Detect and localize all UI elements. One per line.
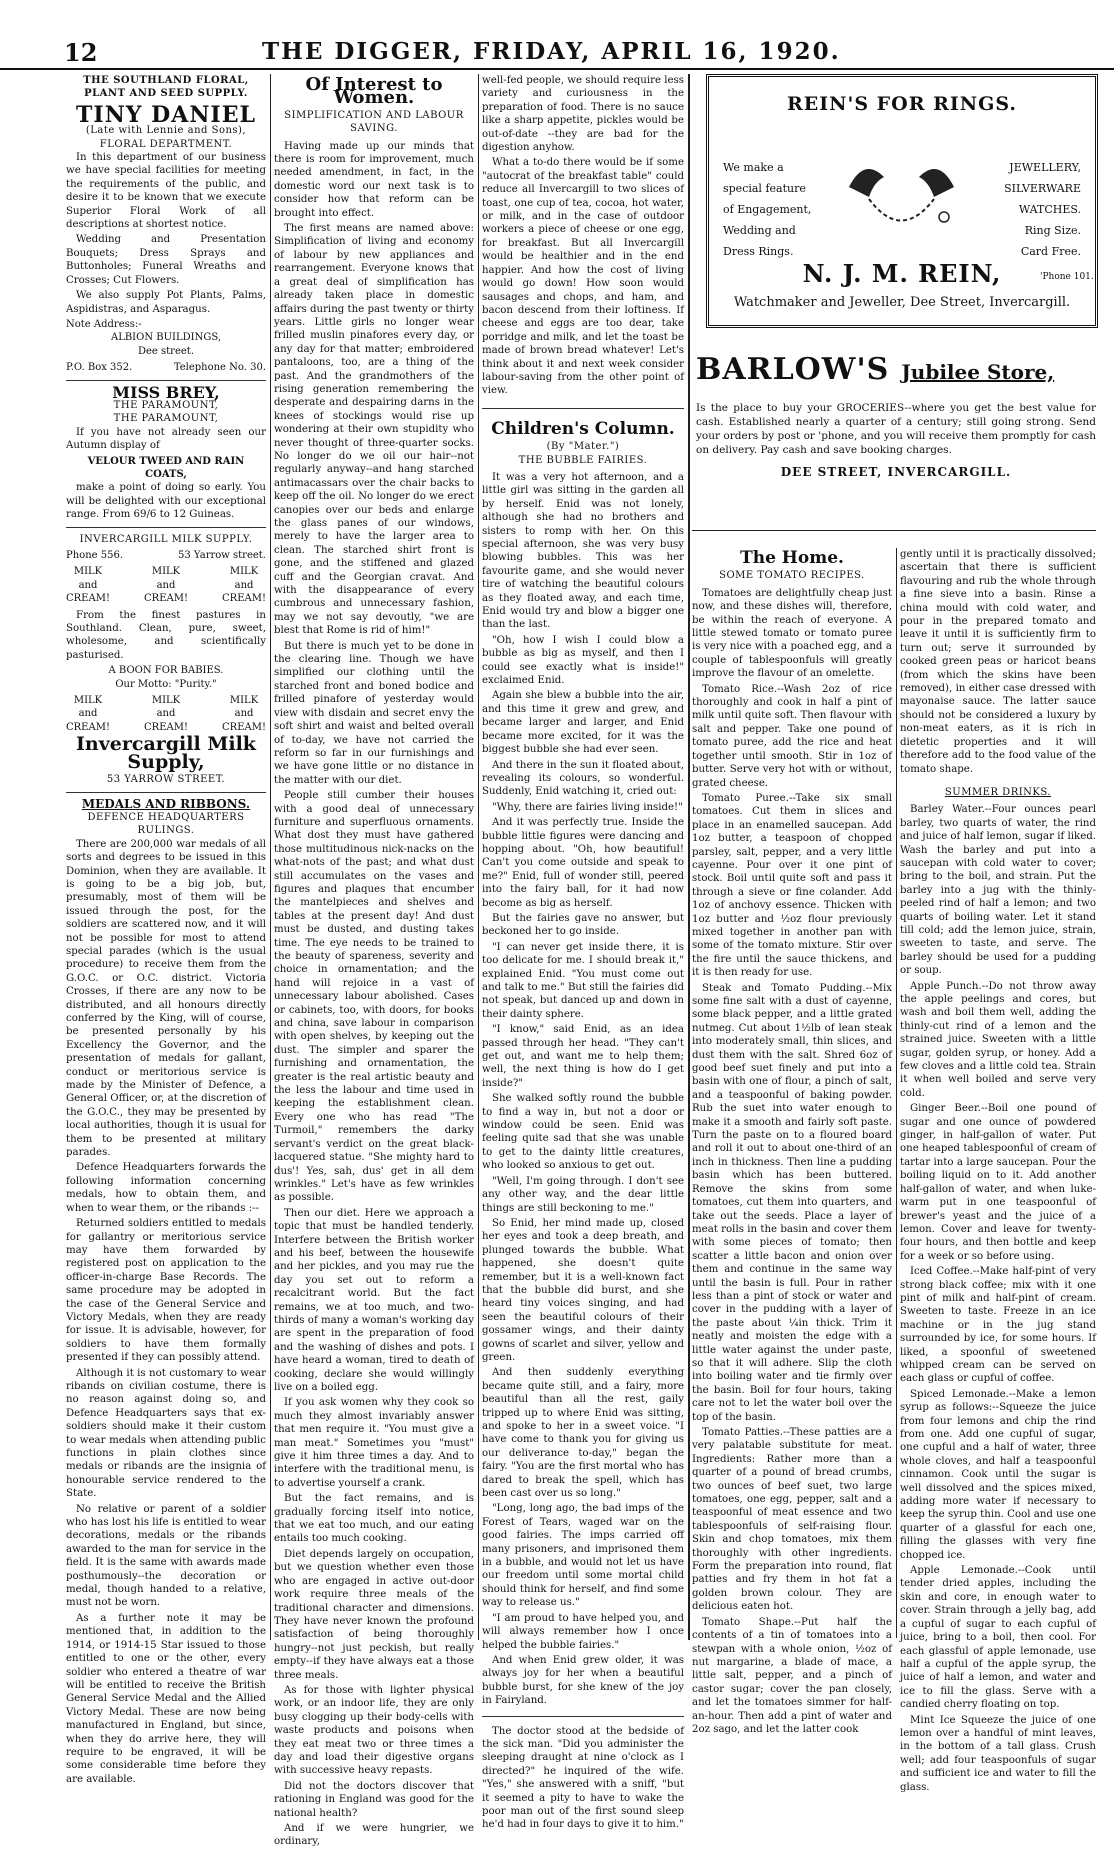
- reins-left-line: special feature: [723, 182, 806, 195]
- women-para: The first means are named above: Simplification of living and economy of labour by new appliances and rearrangement. Everyone knows that a great deal of simplification has already taken place in domestic affairs during the past twenty or thirty years. Little girls no longer wear frilled muslin pinafores every day, or any day for that matter; embroidered pantaloons, too, are a thing of the past. And the grandmothers of the rising generation remembering the desperate and despairing darns in the knees of stockings would rise up wondering at their own stupidity who never thought of three-quarter socks. No longer do we oil our hair--not regularly anyway--and hang starched antimacassars over the chair backs to keep off the oil. No longer do we erect canopies over our beds and enlarge the glass panes of our windows, merely to have the larger area to clean. The starched shirt front is gone, and the stiffened and glazed cuff and the Georgian cravat. And with the disappearance of every cumbrous and unnecessary fashion, may we not say devoutly, "we are blest that Rome is rid of him!": [274, 223, 474, 637]
- women-para: But there is much yet to be done in the clearing line. Though we have simplified our clothing until the starched front and boned bodice and frilled pinafore of yesterday would view with disdain and secret envy the soft shirt and waist and belted overall of to-day, we have not carried the reform so far in our furnishings and we have gone little or no distance in the matter with our diet.: [274, 640, 474, 786]
- milk-and: and: [234, 579, 254, 591]
- milk-cream: CREAM!: [66, 593, 110, 605]
- children-para: And when Enid grew older, it was always joy for her when a beautiful bubble burst, for she knew of the joy in Fairyland.: [482, 1654, 684, 1707]
- column-6: [900, 548, 1096, 1793]
- brey-body2: make a point of doing so early. You will be delighted with our exceptional range. From 69/6 to 12 Guineas.: [66, 482, 266, 521]
- southland-tel: Telephone No. 30.: [173, 362, 266, 374]
- sick-man-anecdote: The doctor stood at the bedside of the sick man. "Did you administer the sleeping draught at nine o'clock as I directed?" he inquired of the wife. "Yes," she answered with a sniff, "but it seemed a pity to have to wake the poor man out of the first sound sleep he'd had in four days to give it to him.": [482, 1725, 684, 1831]
- medals-title: MEDALS AND RIBBONS.: [81, 796, 251, 811]
- southland-also: We also supply Pot Plants, Palms, Aspidistras, and Asparagus.: [66, 290, 266, 315]
- drinks-para: Iced Coffee.--Make half-pint of very strong black coffee; mix with it one pint of milk and half-pint of cream. Sweeten to taste. Freeze in an ice machine or in the jug stand surrounded by ice, for some hours. If liked, a spoonful of sweetened whipped cream can be served on each glass or cupful of coffee.: [900, 1266, 1096, 1385]
- children-sub: THE BUBBLE FAIRIES.: [518, 454, 648, 466]
- women-para: If you ask women why they cook so much they almost invariably answer that men require it. "You must give a man meat." Sometimes you "must" give it him three times a day. And to interfere with the traditional menu, is to advertise yourself a crank.: [274, 1397, 474, 1489]
- children-para: "Long, long ago, the bad imps of the Forest of Tears, waged war on the good fairies. The imps carried off many prisoners, and imprisoned them in a bubble, and would not let us have our freedom until some mortal child should think for herself, and find some way to release us.": [482, 1503, 684, 1609]
- milk-cream: CREAM!: [222, 721, 266, 733]
- swallow-left-icon: [849, 169, 884, 197]
- reins-right-line: JEWELLERY,: [1009, 161, 1081, 174]
- reins-right-line: WATCHES.: [1018, 203, 1081, 216]
- southland-title: THE SOUTHLAND FLORAL, PLANT AND SEED SUPPLY.: [83, 75, 249, 100]
- milk-phone: Phone 556.: [66, 550, 123, 561]
- southland-sub2: FLORAL DEPARTMENT.: [99, 138, 233, 150]
- brey-sub2: THE PARAMOUNT,: [113, 413, 219, 425]
- drinks-para: Spiced Lemonade.--Make a lemon syrup as follows:--Squeeze the juice from four lemons and chip the rind from one. Add one cupful of sugar, one cupful and a half of water, three whole cloves, and half a teaspoonful cinnamon. Cook until the sugar is well dissolved and the spices mixed, adding more water if necessary to keep the syrup thin. Cool and use one quarter of a glassful for each one, filling the glasses with very fine chopped ice.: [900, 1388, 1096, 1561]
- medals-sub2: RULINGS.: [137, 825, 195, 837]
- southland-sub1: (Late with Lennie and Sons),: [85, 125, 247, 137]
- drinks-para: Apple Lemonade.--Cook until tender dried apples, including the skin and core, in enough water to cover. Strain through a jelly bag, add a cupful of sugar to each cupful of juice, bring to a boil, then cool. For each glassful of apple lemonade, use half a cupful of the apple syrup, the juice of half a lemon, and water and ice to fill the glass. Serve with a candied cherry floating on top.: [900, 1565, 1096, 1711]
- reins-left-line: Wedding and: [723, 224, 796, 237]
- chain-icon: [869, 199, 934, 221]
- women-sub2: SAVING.: [350, 123, 398, 135]
- drinks-para: Apple Punch.--Do not throw away the apple peelings and cores, but wash and boil them well, adding the thinly-cut rind of a lemon and the strained juice. Sweeten with a little sugar, golden syrup, or honey. Add a few cloves and a little cold tea. Strain it when well boiled and serve very cold.: [900, 980, 1096, 1099]
- milk-and: and: [156, 579, 176, 591]
- milk-big-title-1: Invercargill Milk: [76, 733, 256, 756]
- tiny-daniel-name: TINY DANIEL: [76, 101, 256, 128]
- reins-left-line: We make a: [723, 161, 784, 174]
- women-para: Having made up our minds that there is room for improvement, much needed amendment, in fact, in the domestic word our next task is to consider how that reform can be brought into effect.: [274, 140, 474, 219]
- children-para: And then suddenly everything became quite still, and a fairy, more beautiful than all the rest, gaily tripped up to where Enid was sitting, and spoke to her in a sweet voice. "I have come to thank you for giving us our deliverance to-day," began the fairy. "You are the first mortal who has dared to break the spell, which has been cast over us so long.": [482, 1367, 684, 1500]
- medals-para: No relative or parent of a soldier who has lost his life is entitled to wear decorations, medals or the ribands awarded to the man for service in the field. It is the same with awards made posthumously--the decoration or medal, though handed to a relative, must not be worn.: [66, 1503, 266, 1609]
- drinks-para: Barley Water.--Four ounces pearl barley, two quarts of water, the rind and juice of half lemon, sugar if liked. Wash the barley and put into a saucepan with cold water to cover; bring to the boil, and strain. Put the barley into a jug with the thinly-peeled rind of half a lemon; and two quarts of boiling water. Let it stand till cold; add the lemon juice, strain, sweeten to taste, and serve. The barley should be used for a pudding or soup.: [900, 804, 1096, 977]
- tomato-shape-continued: gently until it is practically dissolved; ascertain that there is sufficient flavouring and rub the whole through a fine sieve into a basin. Rinse a china mould with cold water, and pour in the prepared tomato and leave it until it is sufficiently firm to turn out; serve it surrounded by cooked green peas or haricot beans (from which the skins have been removed), in either case dressed with mayonaise sauce. The latter sauce should not be considered a luxury by non-meat eaters, as it is rich in dietetic properties and it will therefore add to the food value of the tomato shape.: [900, 549, 1096, 775]
- children-para: "I am proud to have helped you, and will always remember how I once helped the bubble fairies.": [482, 1612, 684, 1651]
- children-para: She walked softly round the bubble to find a way in, but not a door or window could be seen. Enid was feeling quite sad that she was unable to get to the dainty little creatures, who looked so anxious to get out.: [482, 1093, 684, 1172]
- women-continued: well-fed people, we should require less variety and curiousness in the preparation of food. There is no sauce like a sharp appetite, pickles would be out-of-date --they are bad for the digestion anyhow.: [482, 75, 684, 154]
- reins-rings-ad: [706, 74, 1098, 328]
- home-para: Steak and Tomato Pudding.--Mix some fine salt with a dust of cayenne, some black pepper, and a little grated nutmeg. Cut about 1½lb of lean steak into moderately small, thin slices, and dust them with the salt. Shred 6oz of good beef suet finely and put into a basin with one of flour, a pinch of salt, and a teaspoonful of baking powder. Rub the suet into water enough to make it a smooth and fairly soft paste. Turn the paste on to a floured board and roll it out to about one-third of an inch in thickness. Then line a pudding basin which has been buttered. Remove the skins from some tomatoes, cut them into quarters, and take out the seeds. Place a layer of meat rolls in the basin and cover them with some pieces of tomato; then scatter a little bacon and onion over them and continue in the same way until the basin is full. Pour in rather less than a pint of stock or water and cover in the pudding with a layer of the paste about ¼in thick. Trim it neatly and moisten the edge with a little water against the under paste, so that it will adhere. Slip the cloth into boiling water and tie firmly over the basin. Boil for four hours, taking care not to let the water boil over the top of the basin.: [692, 982, 892, 1423]
- medals-sub1: DEFENCE HEADQUARTERS: [87, 811, 245, 823]
- brey-goods: VELOUR TWEED AND RAIN COATS,: [87, 455, 245, 480]
- women-para: But the fact remains, and is gradually forcing itself into notice, that we eat too much, and our eating entails too much cooking.: [274, 1493, 474, 1545]
- milk-boon: A BOON FOR BABIES.: [108, 665, 224, 677]
- children-byline: (By "Mater."): [546, 441, 620, 453]
- children-para: Again she blew a bubble into the air, and this time it grew and grew, and became larger and larger, and Enid became more excited, for it was the biggest bubble she had ever seen.: [482, 690, 684, 756]
- southland-building: ALBION BUILDINGS,: [110, 332, 222, 344]
- children-para: "I know," said Enid, as an idea passed through her head. "They can't get out, and want me to help them; well, the next thing is how do I get inside?": [482, 1024, 684, 1089]
- milk-word: MILK: [229, 566, 259, 578]
- barlow-sub: Jubilee Store,: [901, 360, 1055, 384]
- southland-po: P.O. Box 352.: [66, 362, 133, 374]
- medals-para: Returned soldiers entitled to medals for gallantry or meritorious service may have them forwarded by registered post on application to the officer-in-charge Base Records. The same procedure may be adopted in the case of the General Service and Victory Medals, when they are ready for issue. It is advisable, however, for soldiers to have them formally presented if they can possibly attend.: [66, 1218, 266, 1364]
- milk-and: and: [78, 579, 98, 591]
- medals-para: Defence Headquarters forwards the following information concerning medals, how to obtain them, and when to wear them, or the ribands :--: [66, 1162, 266, 1214]
- children-para: And it was perfectly true. Inside the bubble little figures were dancing and hopping about. "Oh, how beautiful! Can't you come outside and speak to me?" Enid, full of wonder still, peered into the fairy ball, for it had now become as big as herself.: [482, 817, 684, 909]
- clover-icon: [939, 212, 949, 222]
- reins-right-line: Card Free.: [1020, 245, 1081, 258]
- column-rule: [270, 74, 271, 1640]
- milk-and: and: [78, 708, 98, 720]
- women-continued-2: What a to-do there would be if some "autocrat of the breakfast table" could reduce all Invercargill to two slices of toast, one cup of tea, cocoa, hot water, or milk, and in the case of outdoor workers a piece of cheese or one egg, for breakfast. But all Invercargill would be healthier and in the end happier. And how the cost of living would go down! How soon would sausages and chops, and ham, and bacon descend from their loftiness. If cheese and eggs are too dear, take porridge and milk, and let the toast be made of brown bread whatever! Let's think about it and next week consider labour-saving from the other point of view.: [482, 157, 684, 397]
- children-para: But the fairies gave no answer, but beckoned her to go inside.: [482, 912, 684, 938]
- reins-left-line: of Engagement,: [723, 203, 812, 216]
- milk-word: MILK: [73, 566, 103, 578]
- women-para: And if we were hungrier, we ordinary,: [274, 1823, 474, 1848]
- home-para: Tomatoes are delightfully cheap just now, and these dishes will, therefore, be within the reach of everyone. A little stewed tomato or tomato puree is very nice with a poached egg, and a couple of tablespoonfuls will greatly improve the flavour of an omelette.: [692, 587, 892, 680]
- milk-and: and: [156, 708, 176, 720]
- milk-cream: CREAM!: [222, 593, 266, 605]
- children-title: Children's Column.: [491, 418, 675, 439]
- barlow-title: BARLOW'S: [696, 352, 890, 387]
- medals-para: Although it is not customary to wear ribands on civilian costume, there is no reason against doing so, and Defence Headquarters says that ex-soldiers should make it their custom to wear medals when attending public functions in plain clothes since medals or ribands are the insignia of honourable service rendered to the State.: [66, 1367, 266, 1500]
- women-para: Did not the doctors discover that rationing in England was good for the national health?: [274, 1780, 474, 1819]
- reins-title: REIN'S FOR RINGS.: [786, 93, 1018, 115]
- milk-street: 53 YARROW STREET.: [106, 774, 226, 786]
- southland-body: In this department of our business we have special facilities for meeting the requirements of the public, and desire it to be known that we execute Superior Floral Work of all descriptions at shortest notice.: [66, 152, 266, 231]
- milk-body: From the finest pastures in Southland. Clean, pure, sweet, wholesome, and scientifically pasturised.: [66, 609, 266, 661]
- children-para: "Why, there are fairies living inside!": [492, 801, 683, 813]
- column-rule: [688, 74, 690, 1640]
- barlow-address: DEE STREET, INVERCARGILL.: [780, 465, 1012, 479]
- women-para: As for those with lighter physical work, or an indoor life, they are only busy clogging up their body-cells with waste products and poisons when they eat meat two or three times a day and load their digestive organs with successive heavy repasts.: [274, 1684, 474, 1777]
- barlows-ad: [696, 352, 1096, 479]
- home-title: The Home.: [740, 548, 844, 568]
- milk-word: MILK: [151, 695, 181, 707]
- drinks-para: Mint Ice Squeeze the juice of one lemon over a handful of mint leaves, in the bottom of a tall glass. Crush well; add four teaspoonfuls of sugar and sufficient ice and water to fill the glass.: [900, 1714, 1096, 1793]
- home-sub: SOME TOMATO RECIPES.: [719, 570, 865, 582]
- children-para: It was a very hot afternoon, and a little girl was sitting in the garden all by herself. Enid was not lonely, although she had no brothers and sisters to romp with her. On this special afternoon, she was very busy blowing bubbles. This was her favourite game, and she would never tire of watching the beautiful colours as they floated away, and each time, Enid would try and blow a bigger one than the last.: [482, 471, 684, 631]
- home-para: Tomato Rice.--Wash 2oz of rice thoroughly and cook in half a pint of milk until quite soft. Then flavour with salt and pepper. Take one pound of tomato puree, add the rice and heat together until smooth. Stir in 1oz of butter. Serve very hot with or without, grated cheese.: [692, 683, 892, 789]
- reins-address: Watchmaker and Jeweller, Dee Street, Invercargill.: [733, 295, 1071, 310]
- women-para: Diet depends largely on occupation, but we question whether even those who are engaged in active out-door work require three meals of the traditional character and dimensions. They have never known the profound satisfaction of being thoroughly hungry--not just peckish, but really empty--if they have always eat a those three meals.: [274, 1548, 474, 1681]
- southland-street: Dee street.: [138, 345, 194, 357]
- women-para: People still cumber their houses with a good deal of unnecessary furniture and superfluous ornaments. What dost they must have gathered those multitudinous nick-nacks on the what-nots of the past; and what dust still accumulates on the vases and figures and plaques that encumber the mantelpieces and shelves and tables at the present day! And dust must be dusted, and dusting takes time. The eye needs to be trained to the beauty of spareness, severity and choice in ornamentation; and the hand will rejoice in a vast of unnecessary labour abolished. Cases or cabinets, too, with doors, for books and china, save labour in comparison with open shelves, by keeping out the dust. The simpler and sparer the furnishing and ornamentation, the greater is the real artistic beauty and the less the labour and time used in keeping the establishment clean. Every one who has read "The Turmoil," remembers the darky servant's verdict on the great black-lacquered statue. "She mighty hard to dus'! Yes, sah, dus' get in all dem wrinkles." Let's have as few wrinkles as possible.: [274, 790, 474, 1204]
- reins-right-line: Ring Size.: [1024, 224, 1081, 237]
- swallows-illustration: [839, 147, 964, 242]
- home-para: Tomato Puree.--Take six small tomatoes. Cut them in slices and place in an enamelled saucepan. Add 1oz butter, a teaspoon of chopped parsley, salt, pepper, and a very little cayenne. Pour over it one pint of stock. Boil until quite soft and pass it through a sieve or fine colander. Add 1oz of anchovy essence. Thicken with 1oz butter and ½oz flour previously mixed together in another pan with some of the tomato mixture. Stir over the fire until the sauce thickens, and it is then ready for use.: [692, 792, 892, 979]
- southland-list: Wedding and Presentation Bouquets; Dress Sprays and Buttonholes; Funeral Wreaths and Crosses; Cut Flowers.: [66, 234, 266, 286]
- barlow-body: Is the place to buy your GROCERIES--where you get the best value for cash. Established nearly a quarter of a century; still going strong. Send your orders by post or 'phone, and you will receive them promptly for cash on delivery. Pay cash and save booking charges.: [696, 402, 1096, 456]
- medals-para: As a further note it may be mentioned that, in addition to the 1914, or 1914-15 Star issued to those entitled to one or the other, every soldier who entered a theatre of war will be entitled to receive the British General Service Medal and the Allied Victory Medal. These are now being manufactured in England, but since, when they do arrive here, they will require to be engraved, it will be some considerable time before they are available.: [66, 1612, 266, 1785]
- reins-name: N. J. M. REIN,: [802, 259, 1002, 288]
- masthead: THE DIGGER, FRIDAY, APRIL 16, 1920.: [262, 38, 841, 65]
- children-para: "Well, I'm going through. I don't see any other way, and the dear little things are still beckoning to me.": [482, 1175, 684, 1214]
- children-para: So Enid, her mind made up, closed her eyes and took a deep breath, and plunged towards the bubble. What happened, she doesn't quite remember, but it is a well-known fact that the bubble did burst, and she heard tiny voices singing, and had seen the beautiful colours of their gossamer wings, and their dainty gowns of scarlet and silver, yellow and green.: [482, 1217, 684, 1363]
- brey-sub1: THE PARAMOUNT,: [113, 399, 219, 411]
- southland-note: Note Address:-: [66, 318, 142, 330]
- reins-right-line: SILVERWARE: [1004, 182, 1081, 195]
- section-rule: [692, 530, 1096, 531]
- milk-cream: CREAM!: [66, 721, 110, 733]
- brey-body1: If you have not already seen our Autumn display of: [66, 426, 266, 452]
- reins-left-line: Dress Rings.: [723, 245, 794, 258]
- milk-word: MILK: [229, 695, 259, 707]
- phone-reference: 'Phone 101.: [1040, 272, 1094, 282]
- milk-word: MILK: [73, 695, 103, 707]
- women-para: Then our diet. Here we approach a topic that must be handled tenderly. Interfere between the British worker and his beef, between the housewife and her pickles, and you may rue the day you set out to reform a recalcitrant world. But the fact remains, we at too much, and two-thirds of many a woman's working day are spent in the preparation of food and the washing of dishes and pots. I have heard a woman, tired to death of cooking, declare she would willingly live on a boiled egg.: [274, 1207, 474, 1393]
- column-2: [274, 74, 474, 1848]
- milk-and: and: [234, 708, 254, 720]
- home-para: Tomato Patties.--These patties are a very palatable substitute for meat. Ingredients: Rather more than a quarter of a pound of bread crumbs, two ounces of beef suet, two large tomatoes, one egg, pepper, salt and a teaspoonful of meat essence and two tablespoonfuls of self-raising flour. Skin and chop tomatoes, mix them thoroughly with other ingredients. Form the preparation into round, flat patties and fry them in hot fat a golden brown colour. They are delicious eaten hot.: [692, 1427, 892, 1613]
- summer-drinks-title: SUMMER DRINKS.: [944, 786, 1052, 798]
- women-sub1: SIMPLIFICATION AND LABOUR: [284, 109, 464, 121]
- medals-para: There are 200,000 war medals of all sorts and degrees to be issued in this Dominion, when they are available. It is going to be a big job, but, presumably, most of them will be issued through the post, for the soldiers are scattered now, and it will not be possible for most to attend special parades (which is the usual procedure) to receive them from the G.O.C. or O.C. district. Victoria Crosses, if there are any now to be distributed, and all honours directly conferred by the King, will of course, be presented personally by his Excellency the Governor, and the presentation of medals for gallant, conduct or meritorious service is made by the Minister of Defence, a General Officer, or, at the discretion of the G.O.C., they may be presented by local authorities, though it is usual for them to be presented at military parades.: [66, 838, 266, 1159]
- children-para: And there in the sun it floated about, revealing its colours, so wonderful. Suddenly, Enid watching it, cried out:: [482, 759, 684, 798]
- milk-title: INVERCARGILL MILK SUPPLY.: [79, 533, 253, 545]
- brey-name: MISS BREY,: [112, 382, 220, 402]
- women-title: Of Interest to Women.: [305, 74, 443, 109]
- children-para: "Oh, how I wish I could blow a bubble as big as myself, and then I could see exactly what is inside!" exclaimed Enid.: [482, 634, 684, 687]
- drinks-para: Ginger Beer.--Boil one pound of sugar and one ounce of powdered ginger, in half-gallon of water. Put one heaped tablespoonful of cream of tartar into a large saucepan. Pour the boiling liquid on to it. Add another half-gallon of water, and when luke-warm put in one teaspoonful of brewer's yeast and the juice of a lemon. Cover and leave for twenty-four hours, and then bottle and keep for a week or so before using.: [900, 1103, 1096, 1262]
- milk-cream: CREAM!: [144, 721, 188, 733]
- page-number: 12: [64, 38, 98, 67]
- milk-word: MILK: [151, 566, 181, 578]
- swallow-right-icon: [919, 169, 954, 197]
- column-1: [66, 74, 266, 1785]
- milk-motto: Our Motto: "Purity.": [115, 678, 217, 690]
- home-para: Tomato Shape.--Put half the contents of a tin of tomatoes into a stewpan with a whole onion, ½oz of nut margarine, a blade of mace, a little salt, pepper, and a pinch of castor sugar; cover the pan closely, and let the tomatoes simmer for half-an-hour. Then add a pint of water and 2oz sago, and let the latter cook: [692, 1616, 892, 1735]
- column-5: [692, 548, 892, 1735]
- column-rule: [478, 74, 479, 1640]
- milk-address: 53 Yarrow street.: [178, 550, 266, 561]
- column-3: [482, 74, 684, 1831]
- milk-big-title-2: Supply,: [127, 750, 205, 773]
- milk-cream: CREAM!: [144, 593, 188, 605]
- children-para: "I can never get inside there, it is too delicate for me. I should break it," explained Enid. "You must come out and talk to me." But still the fairies did not speak, but danced up and down in their dainty sphere.: [482, 941, 684, 1020]
- column-rule: [896, 548, 897, 1638]
